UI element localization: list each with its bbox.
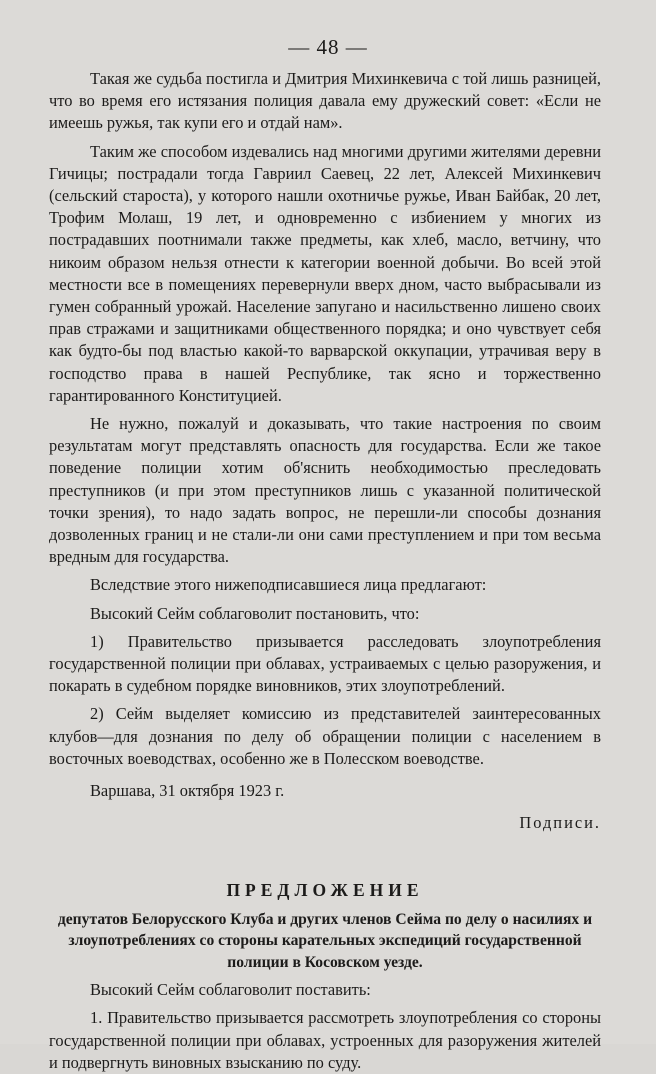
page-number: — 48 —: [288, 35, 368, 59]
paragraph: Таким же способом издевались над многими другими жителями деревни Гичицы; пострадали тогда Гавриил Саевец, 22 лет, Алексей Михинкевич (сельский староста), у которого нашли охотничье ружье, Иван Байбак, 20 лет, Трофим Молаш, 19 лет, и одновременно с избиением у многих из пострадавших поотнимали также предметы, как хлеб, масло, ветчину, что никоим образом нельзя отнести к категории военной добычи. Во всей этой местности все в помещениях перевернули вверх дном, часто выбрасывали из гумен собранный урожай. Население запугано и насильственно лишено своих прав стражами и защитниками общественного порядка; и оно чувствует себя как будто-бы под властью какой-то варварской оккупации, утрачивая веру в господство права в нашей Республике, так ясно и торжественно гарантированного Конституцией.: [49, 141, 601, 405]
date-line: Варшава, 31 октября 1923 г.: [90, 781, 285, 801]
paragraph: 2) Сейм выделяет комиссию из представителей заинтересованных клубов—для дознания по делу об обращении полиции с населением в восточных воеводствах, особенно же в Полесском воеводстве.: [49, 704, 601, 768]
signatures-label: Подписи.: [519, 813, 601, 833]
paragraph: Такая же судьба постигла и Дмитрия Михинкевича с той лишь разницей, что во время его истязания полиция давала ему дружеский совет: «Если не имеешь ружья, так купи его и отдай нам».: [49, 69, 601, 133]
document-body: [49, 68, 601, 1074]
paragraph: Вследствие этого нижеподписавшиеся лица предлагают:: [90, 575, 487, 595]
paragraph: Высокий Сейм соблаговолит поставить:: [90, 980, 371, 1000]
paragraph: Высокий Сейм соблаговолит постановить, что:: [90, 603, 420, 623]
paragraph: 1) Правительство призывается расследовать злоупотребления государственной полиции при облавах, устраиваемых с целью разоружения, и покарать в судебном порядке виновников, этих злоупотреблений.: [49, 631, 601, 696]
proposal-body: [49, 979, 601, 1074]
proposal-title: ПРЕДЛОЖЕНИЕ: [226, 879, 424, 900]
proposal-subtitle: депутатов Белорусского Клуба и других членов Сейма по делу о насилиях и злоупотреблениях со стороны карательных экспедиций государственной полиции в Косовском уезде.: [57, 910, 593, 971]
paragraph: 1. Правительство призывается рассмотреть злоупотребления со стороны государственной полиции при облавах, устроенных для разоружения жителей и подвергнуть виновных взысканию по суду.: [49, 1008, 601, 1072]
paragraph: Не нужно, пожалуй и доказывать, что такие настроения по своим результатам могут представлять опасность для государства. Если же такое поведение полиции хотим об'яснить необходимостью преследовать преступников (и при этом преступников лишь с указанной политической точки зрения), то надо задать вопрос, не перешли-ли способы дознания дозволенных границ и не стали-ли они сами преступлением и при том весьма вредным для государства.: [49, 414, 601, 567]
